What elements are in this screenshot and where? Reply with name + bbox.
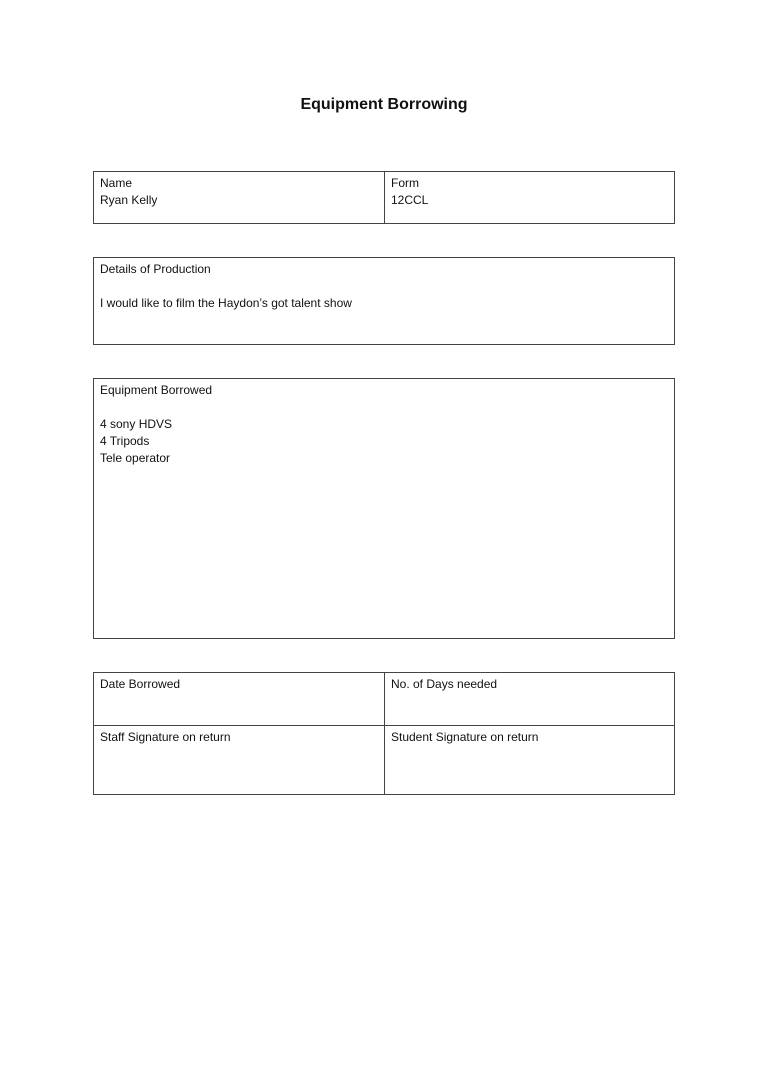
form-cell (385, 172, 674, 223)
student-signature-label: Student Signature on return (391, 730, 539, 744)
production-cell (94, 258, 674, 344)
form-label: Form (391, 176, 419, 190)
equipment-item: Tele operator (100, 451, 171, 465)
production-label: Details of Production (100, 262, 211, 276)
production-text: I would like to film the Haydon’s got talent show (100, 296, 352, 310)
equipment-label: Equipment Borrowed (100, 383, 213, 397)
equipment-item: 4 sony HDVS (100, 417, 173, 431)
form-value: 12CCL (391, 193, 429, 207)
student-info-box (93, 171, 675, 224)
name-value: Ryan Kelly (100, 193, 158, 207)
days-needed-cell (385, 673, 674, 725)
staff-signature-cell (94, 726, 384, 794)
date-borrowed-label: Date Borrowed (100, 677, 181, 691)
equipment-cell (94, 379, 674, 638)
name-cell (94, 172, 385, 223)
equipment-box (93, 378, 675, 639)
date-borrowed-cell (94, 673, 384, 725)
production-box (93, 257, 675, 345)
student-signature-cell (385, 726, 674, 794)
name-label: Name (100, 176, 133, 190)
days-needed-label: No. of Days needed (391, 677, 498, 691)
loan-table (93, 672, 675, 795)
staff-signature-label: Staff Signature on return (100, 730, 231, 744)
page-title: Equipment Borrowing (300, 96, 468, 113)
equipment-item: 4 Tripods (100, 434, 150, 448)
